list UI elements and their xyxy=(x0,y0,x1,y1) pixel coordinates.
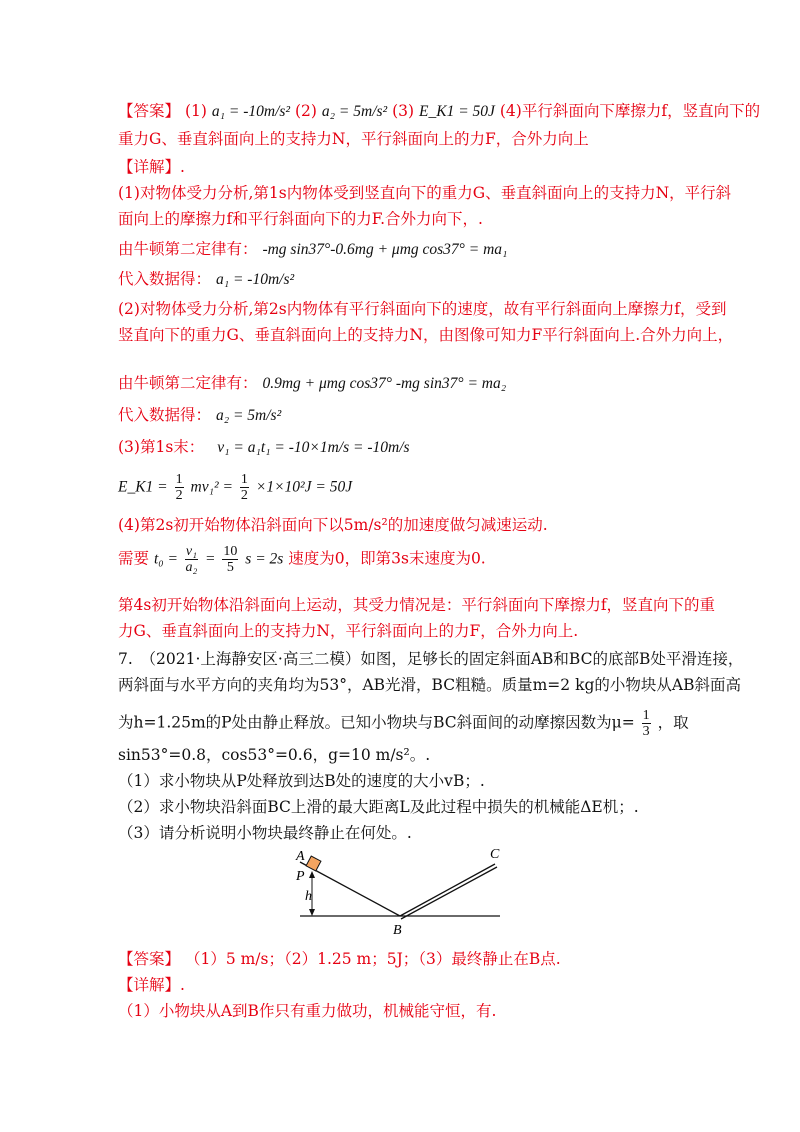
newton1-equation: -mg sin37°-0.6mg + μmg cos37° = ma₁ xyxy=(262,241,508,258)
incline-diagram xyxy=(280,842,520,942)
problem7-line3-post: ，取 xyxy=(657,713,689,732)
label-c: C xyxy=(490,847,500,862)
answer-part2: (2) xyxy=(295,102,317,120)
incline-bc-front xyxy=(401,867,497,919)
answer6-line1 xyxy=(118,100,760,123)
fraction-half-2 xyxy=(240,472,249,503)
frac-den: 2 xyxy=(175,488,183,503)
question3: （3）请分析说明小物块最终静止在何处。. xyxy=(118,824,412,842)
detail6-part2-line2: 竖直向下的重力G、垂直斜面向上的支持力N，由图像可知力F平行斜面向上.合外力向上， xyxy=(118,326,734,344)
newton2-line xyxy=(118,372,506,395)
fraction-10-over-5 xyxy=(222,544,238,575)
answer7-label: 【答案】 xyxy=(118,950,181,968)
problem7-line3-pre: 为h=1.25m的P处由静止释放。已知小物块与BC斜面间的动摩擦因数为μ= xyxy=(118,713,635,732)
need-label: 需要 xyxy=(118,549,150,568)
answer-eq1: a₁ = -10m/s² xyxy=(211,103,291,120)
label-a: A xyxy=(296,849,305,864)
newton2-label: 由牛顿第二定律有： xyxy=(118,374,258,392)
velocity-equation: v₁ = a₁t₁ = -10×1m/s = -10m/s xyxy=(217,439,410,456)
detail6-part1-line2: 面向上的摩擦力f和平行斜面向下的力F.合外力向下，. xyxy=(118,210,483,228)
question2: （2）求小物块沿斜面BC上滑的最大距离L及此过程中损失的机械能ΔE机；. xyxy=(118,798,639,816)
fraction-mu xyxy=(642,708,651,739)
newton1-label: 由牛顿第二定律有： xyxy=(118,240,258,258)
detail-label: 【详解】. xyxy=(118,158,185,176)
label-b: B xyxy=(393,923,402,938)
need-t: t₀ = xyxy=(153,550,178,568)
answer-label: 【答案】 xyxy=(118,102,181,120)
ek-mid: mv₁² = xyxy=(190,478,233,496)
answer6-line2: 重力G、垂直斜面向上的支持力N，平行斜面向上的力F，合外力向上 xyxy=(118,130,589,148)
label-h: h xyxy=(305,889,312,904)
part3-line xyxy=(118,436,410,459)
detail6-part4-line3: 力G、垂直斜面向上的支持力N，平行斜面向上的力F，合外力向上. xyxy=(118,622,579,640)
detail6-part2-line1: (2)对物体受力分析,第2s内物体有平行斜面向下的速度，故有平行斜面向上摩擦力f，受到 xyxy=(118,300,727,318)
detail7-label: 【详解】. xyxy=(118,976,185,994)
substitute2-label: 代入数据得： xyxy=(118,406,212,424)
incline-bc-back xyxy=(400,864,495,916)
arrow-up-icon xyxy=(309,871,315,878)
need-tail: 速度为0，即第3s末速度为0. xyxy=(288,549,486,568)
frac-num: 10 xyxy=(223,544,238,559)
substitute2-line xyxy=(118,404,281,427)
substitute1-line xyxy=(118,268,294,291)
frac-den: 2 xyxy=(240,488,248,503)
problem7-line1: 7. （2021·上海静安区·高三二模）如图，足够长的固定斜面AB和BC的底部B处平滑连接， xyxy=(118,650,744,668)
time-to-stop-line xyxy=(118,544,486,575)
question1: （1）求小物块从P处释放到达B处的速度的大小vB；. xyxy=(118,772,485,790)
fraction-v-over-a xyxy=(185,544,198,575)
answer7-text: （1）5 m/s；（2）1.25 m；5J；（3）最终静止在B点. xyxy=(184,950,561,968)
kinetic-energy-line xyxy=(118,472,352,503)
frac-den: 3 xyxy=(642,724,650,739)
frac-den: 5 xyxy=(226,560,234,575)
answer-eq2: a₂ = 5m/s² xyxy=(321,103,388,120)
arrow-down-icon xyxy=(309,909,315,916)
answer7-line xyxy=(118,948,561,970)
ek-left: E_K1 = xyxy=(118,478,168,496)
newton2-equation: 0.9mg + μmg cos37° -mg sin37° = ma₂ xyxy=(262,375,507,392)
ek-right: ×1×10²J = 50J xyxy=(255,478,353,496)
frac-num: 1 xyxy=(642,708,650,723)
detail6-part1-line1: (1)对物体受力分析,第1s内物体受到竖直向下的重力G、垂直斜面向上的支持力N，平行斜 xyxy=(118,184,732,202)
detail6-part4-line2: 第4s初开始物体沿斜面向上运动，其受力情况是：平行斜面向下摩擦力f，竖直向下的重 xyxy=(118,596,716,614)
frac-den: a₂ xyxy=(185,560,198,575)
problem7-line2: 两斜面与水平方向的夹角均为53°，AB光滑，BC粗糙。质量m=2 kg的小物块从AB斜面高 xyxy=(118,676,741,694)
frac-num: v₁ xyxy=(185,544,198,559)
frac-num: 1 xyxy=(175,472,183,487)
answer-part1: (1) xyxy=(184,102,207,120)
problem7-line3 xyxy=(118,708,689,739)
substitute2-equation: a₂ = 5m/s² xyxy=(215,407,282,424)
answer-part4: (4)平行斜面向下摩擦力f，竖直向下的 xyxy=(499,102,761,120)
label-p: P xyxy=(296,869,305,884)
need-eq: = xyxy=(204,550,216,568)
block xyxy=(306,856,321,871)
need-result: s = 2s xyxy=(245,550,284,568)
newton1-line xyxy=(118,238,507,261)
frac-num: 1 xyxy=(240,472,248,487)
fraction-half-1 xyxy=(175,472,184,503)
part3-label: (3)第1s末： xyxy=(118,438,205,456)
answer-eq3: E_K1 = 50J xyxy=(419,103,495,120)
substitute1-equation: a₁ = -10m/s² xyxy=(215,271,295,288)
substitute1-label: 代入数据得： xyxy=(118,270,212,288)
detail6-part4-line1: (4)第2s初开始物体沿斜面向下以5m/s²的加速度做匀减速运动. xyxy=(118,516,548,534)
problem7-line4: sin53°=0.8，cos53°=0.6，g=10 m/s²。. xyxy=(118,746,431,764)
detail7-line1: （1）小物块从A到B作只有重力做功，机械能守恒，有. xyxy=(118,1002,497,1020)
answer-part3: (3) xyxy=(392,102,415,120)
